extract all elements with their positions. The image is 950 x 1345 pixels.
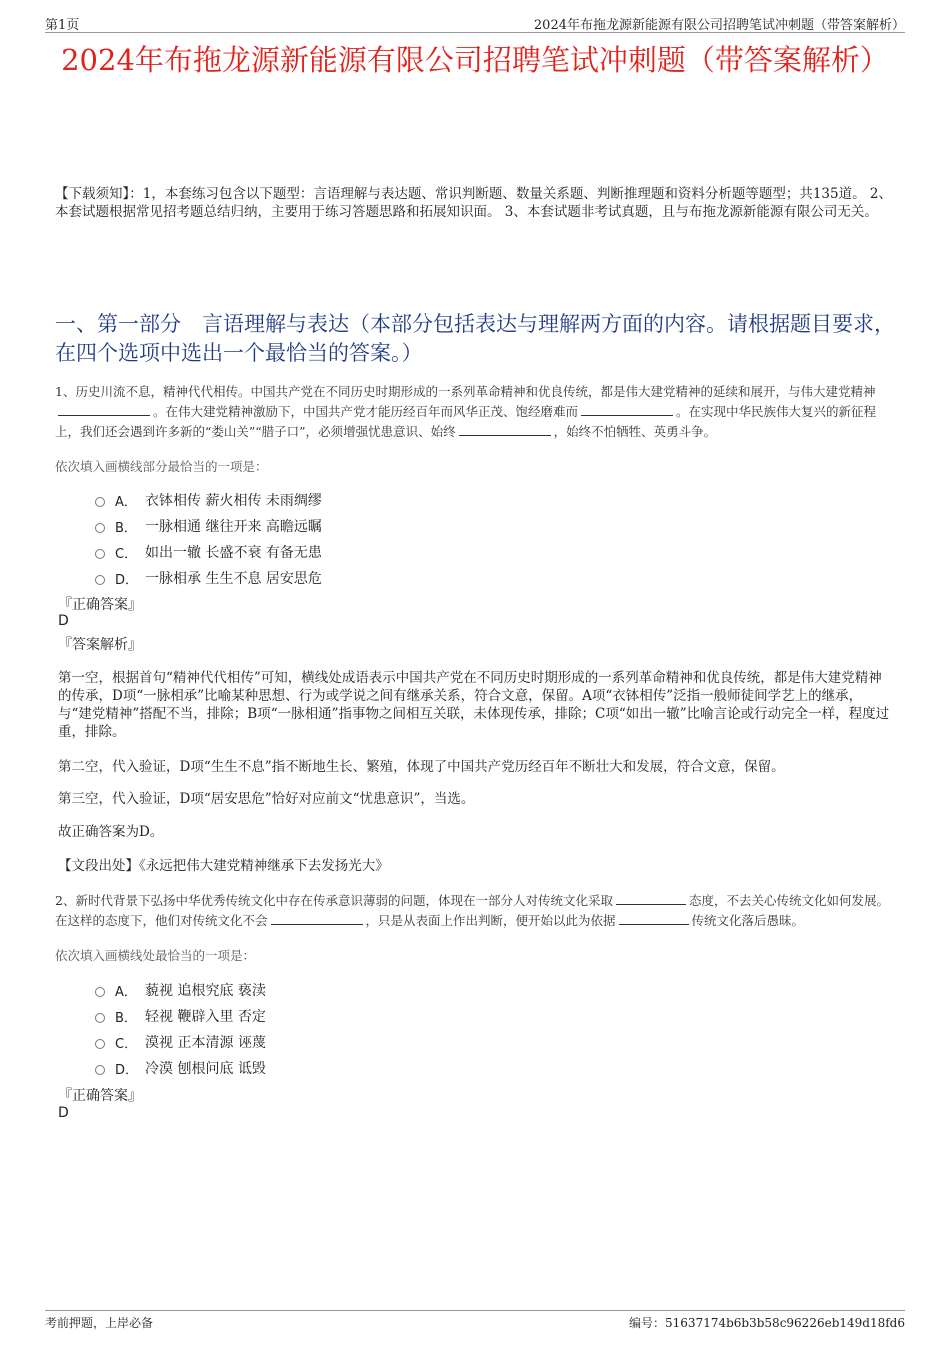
fill-blank — [58, 403, 150, 416]
fill-blank — [271, 912, 363, 925]
question-2-options — [95, 977, 266, 1081]
download-notice: 【下载须知】：1，本套练习包含以下题型：言语理解与表达题、常识判断题、数量关系题、判断推理题和资料分析题等题型；共135道。 2、本套试题根据常见招考题总结归纳，主要用于练习答题思路和拓展知识面。 3、本套试题非考试真题，且与布拖龙源新能源有限公司无关。 — [55, 186, 892, 220]
analysis-paragraph-3: 第三空，代入验证，D项“居安思危”恰好对应前文“忧患意识”，当选。 — [58, 791, 475, 807]
radio-icon[interactable] — [95, 987, 105, 997]
question-1-instruction: 依次填入画横线部分最恰当的一项是： — [55, 459, 268, 474]
analysis-label: 『答案解析』 — [58, 637, 142, 653]
page-number: 第1页 — [45, 18, 80, 33]
option-d[interactable]: D． 冷漠 刨根问底 诋毁 — [95, 1055, 266, 1081]
header-doc-title: 2024年布拖龙源新能源有限公司招聘笔试冲刺题（带答案解析） — [533, 18, 905, 33]
radio-icon[interactable] — [95, 1065, 105, 1075]
q2-text-2: 态度，不去关心传统文化如何发展。在这样的态度下，他们对传统文化不会 — [55, 893, 889, 928]
question-1-options — [95, 487, 322, 591]
question-1-stem — [55, 382, 898, 442]
q1-text-3: 。在实现中华民族伟大复兴的新征程上，我们还会遇到许多新的“娄山关”“腊子口”，必须增强忧患意识、始终 — [55, 404, 877, 439]
answer-label: 『正确答案』 — [58, 597, 142, 613]
option-a[interactable]: A． 衣钵相传 薪火相传 未雨绸缪 — [95, 487, 322, 513]
document-title: 2024年布拖龙源新能源有限公司招聘笔试冲刺题（带答案解析） — [61, 43, 889, 77]
option-c[interactable]: C． 如出一辙 长盛不衰 有备无患 — [95, 539, 322, 565]
page-header — [45, 12, 905, 33]
fill-blank — [619, 912, 689, 925]
fill-blank — [581, 403, 673, 416]
option-d[interactable]: D． 一脉相承 生生不息 居安思危 — [95, 565, 322, 591]
footer-slogan: 考前押题，上岸必备 — [45, 1316, 154, 1330]
q2-text-1: 2、新时代背景下弘扬中华优秀传统文化中存在传承意识薄弱的问题，体现在一部分人对传统文化采取 — [55, 893, 613, 908]
page-footer — [45, 1310, 905, 1332]
section-heading: 一、第一部分 言语理解与表达（本部分包括表达与理解两方面的内容。请根据题目要求，在四个选项中选出一个最恰当的答案。） — [55, 312, 895, 365]
question-2-stem — [55, 891, 898, 931]
radio-icon[interactable] — [95, 1039, 105, 1049]
option-b[interactable]: B． 一脉相通 继往开来 高瞻远瞩 — [95, 513, 322, 539]
radio-icon[interactable] — [95, 1013, 105, 1023]
answer-label: 『正确答案』 — [58, 1088, 142, 1104]
analysis-paragraph-2: 第二空，代入验证，D项“生生不息”指不断地生长、繁殖，体现了中国共产党历经百年不断壮大和发展，符合文意，保留。 — [58, 759, 785, 775]
correct-answer: D — [58, 613, 69, 629]
analysis-paragraph-1: 第一空，根据首句“精神代代相传”可知，横线处成语表示中国共产党在不同历史时期形成的一系列革命精神和优良传统，都是伟大建党精神的传承，D项“一脉相承”比喻某种思想、行为或学说之间有继承关系，符合文意，保留。A项“衣钵相传”泛指一般师徒间学艺上的继承，与“建党精神”搭配不当，排除；B项“一脉相通”指事物之间相互关联，未体现传承，排除；C项“如出一辙”比喻言论或行动完全一样，程度过重，排除。 — [58, 670, 890, 740]
fill-blank — [459, 423, 551, 436]
radio-icon[interactable] — [95, 549, 105, 559]
radio-icon[interactable] — [95, 575, 105, 585]
radio-icon[interactable] — [95, 497, 105, 507]
radio-icon[interactable] — [95, 523, 105, 533]
question-2-instruction: 依次填入画横线处最恰当的一项是： — [55, 948, 256, 963]
q2-text-3: ，只是从表面上作出判断，便开始以此为依据 — [365, 913, 616, 928]
source-citation: 【文段出处】《永远把伟大建党精神继承下去发扬光大》 — [58, 858, 389, 874]
footer-serial: 编号：51637174b6b3b58c96226eb149d18fd6 — [629, 1316, 905, 1330]
fill-blank — [616, 892, 686, 905]
correct-answer: D — [58, 1105, 69, 1121]
q1-text-4: ，始终不怕牺牲、英勇斗争。 — [553, 424, 717, 439]
option-a[interactable]: A． 藐视 追根究底 亵渎 — [95, 977, 266, 1003]
q1-text-1: 1、历史川流不息，精神代代相传。中国共产党在不同历史时期形成的一系列革命精神和优良传统，都是伟大建党精神的延续和展开，与伟大建党精神 — [55, 384, 876, 399]
option-c[interactable]: C． 漠视 正本清源 诬蔑 — [95, 1029, 266, 1055]
analysis-conclusion: 故正确答案为D。 — [58, 824, 164, 840]
q1-text-2: 。在伟大建党精神激励下，中国共产党才能历经百年而风华正茂、饱经磨难而 — [153, 404, 579, 419]
q2-text-4: 传统文化落后愚昧。 — [691, 913, 805, 928]
option-b[interactable]: B． 轻视 鞭辟入里 否定 — [95, 1003, 266, 1029]
